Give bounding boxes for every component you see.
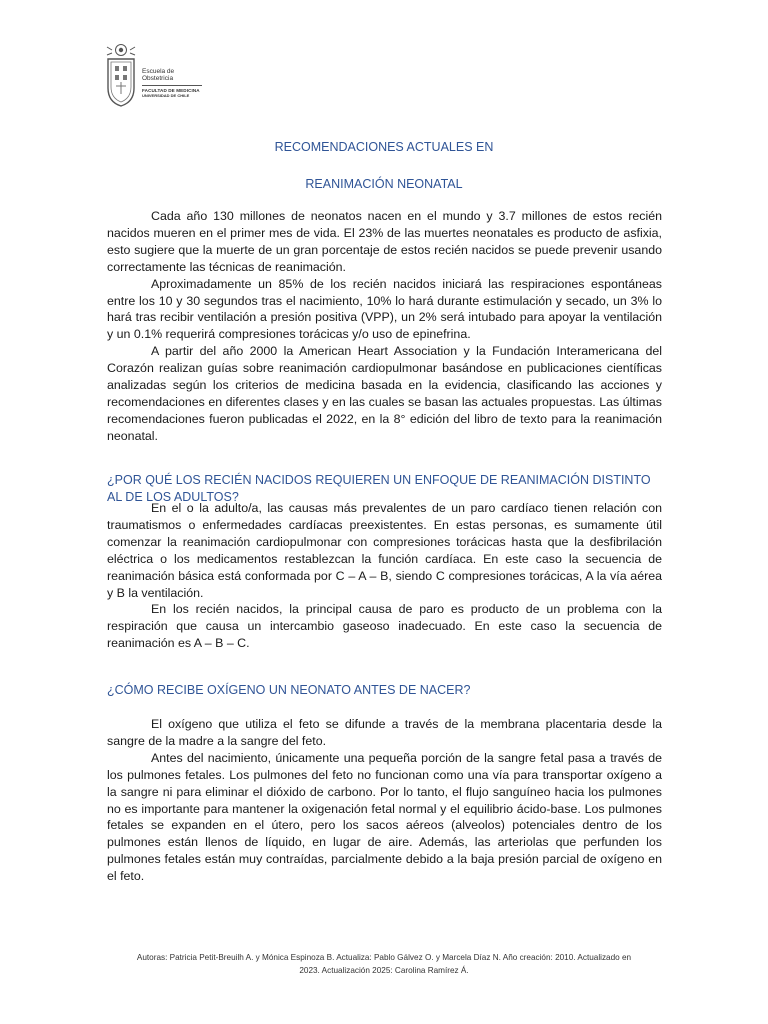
section-paragraph: En los recién nacidos, la principal causa de paro es producto de un problema con la respiración que causa un intercambio gaseoso inadecuado. En este caso la secuencia de reanimación es A – B – C. <box>107 602 662 651</box>
footer-line-1: Autoras: Patricia Petit-Breuilh A. y Mónica Espinoza B. Actualiza: Pablo Gálvez O. y Marcela Díaz N. Año creación: 2010. Actualizado en <box>136 953 632 962</box>
faculty-name: FACULTAD DE MEDICINA <box>142 88 200 93</box>
section-heading-fetal-oxygen: ¿CÓMO RECIBE OXÍGENO UN NEONATO ANTES DE NACER? <box>107 683 471 697</box>
intro-paragraph: A partir del año 2000 la American Heart Association y la Fundación Interamericana del Corazón realizan guías sobre reanimación cardiopulmonar basándose en publicaciones científicas analizadas según los criterios de medicina basada en la evidencia, clasificando las acciones y recomendaciones en diferentes clases y en las cuales se basan las actuales propuestas. Las últimas recomendaciones fueron publicadas el 2022, en la 8° edición del libro de texto para la reanimación neonatal. <box>107 344 662 443</box>
intro-paragraph: Aproximadamente un 85% de los recién nacidos iniciará las respiraciones espontáneas entre los 10 y 30 segundos tras el nacimiento, 10% lo hará durante estimulación y secado, un 3% lo hará tras recibir ventilación a presión positiva (VPP), un 2% será intubado para apoyar la ventilación y un 0.1% requerirá compresiones torácicas y/o uso de epinefrina. <box>107 276 662 342</box>
intro-paragraph: Cada año 130 millones de neonatos nacen en el mundo y 3.7 millones de estos recién nacidos mueren en el primer mes de vida. El 23% de las muertes neonatales es producto de asfixia, esto sugiere que la muerte de un gran porcentaje de estos recién nacidos se puede prevenir usando correctamente las técnicas de reanimación. <box>107 209 662 274</box>
footer-line-2: 2023. Actualización 2025: Carolina Ramírez Á. <box>299 965 469 975</box>
section-paragraph: El oxígeno que utiliza el feto se difunde a través de la membrana placentaria desde la sangre de la madre a la sangre del feto. <box>107 717 662 748</box>
section-body-newborn-resuscitation <box>107 500 662 652</box>
intro-section <box>107 208 662 445</box>
section-paragraph: En el o la adulto/a, las causas más prevalentes de un paro cardíaco tienen relación con traumatismos o enfermedades cardíacas preexistentes. En estas personas, es sumamente útil comenzar la reanimación cardiopulmonar con compresiones torácicas hasta que la desfibrilación eléctrica o los medicamentos restablezcan la función cardíaca. En este caso la secuencia de reanimación básica está conformada por C – A – B, siendo C compresiones torácicas, A la vía aérea y B la ventilación. <box>107 501 662 600</box>
section-heading-newborn-resuscitation: ¿POR QUÉ LOS RECIÉN NACIDOS REQUIEREN UN ENFOQUE DE REANIMACIÓN DISTINTO AL DE LOS ADULTOS? <box>107 473 651 504</box>
document-title-line-2: REANIMACIÓN NEONATAL <box>305 177 463 191</box>
university-seal-icon <box>104 42 138 108</box>
institution-header <box>104 42 202 108</box>
section-body-fetal-oxygen <box>107 716 662 885</box>
school-name: Escuela de Obstetricia <box>142 68 202 86</box>
document-title-line-1: RECOMENDACIONES ACTUALES EN <box>274 140 494 154</box>
university-name: UNIVERSIDAD DE CHILE <box>142 93 190 98</box>
section-paragraph: Antes del nacimiento, únicamente una pequeña porción de la sangre fetal pasa a través de los pulmones fetales. Los pulmones del feto no funcionan como una vía para transportar oxígeno a la sangre ni para eliminar el dióxido de carbono. Por lo tanto, el flujo sanguíneo hacia los pulmones no es importante para mantener la oxigenación fetal normal y el equilibrio ácido-base. Los pulmones fetales se expanden en el útero, pero los sacos aéreos (alveolos) potenciales dentro de los pulmones están llenos de líquido, en lugar de aire. Además, las arteriolas que perfunden los pulmones fetales están muy contraídas, parcialmente debido a la baja presión parcial de oxígeno en el feto. <box>107 750 662 884</box>
footer-credits <box>100 952 668 977</box>
